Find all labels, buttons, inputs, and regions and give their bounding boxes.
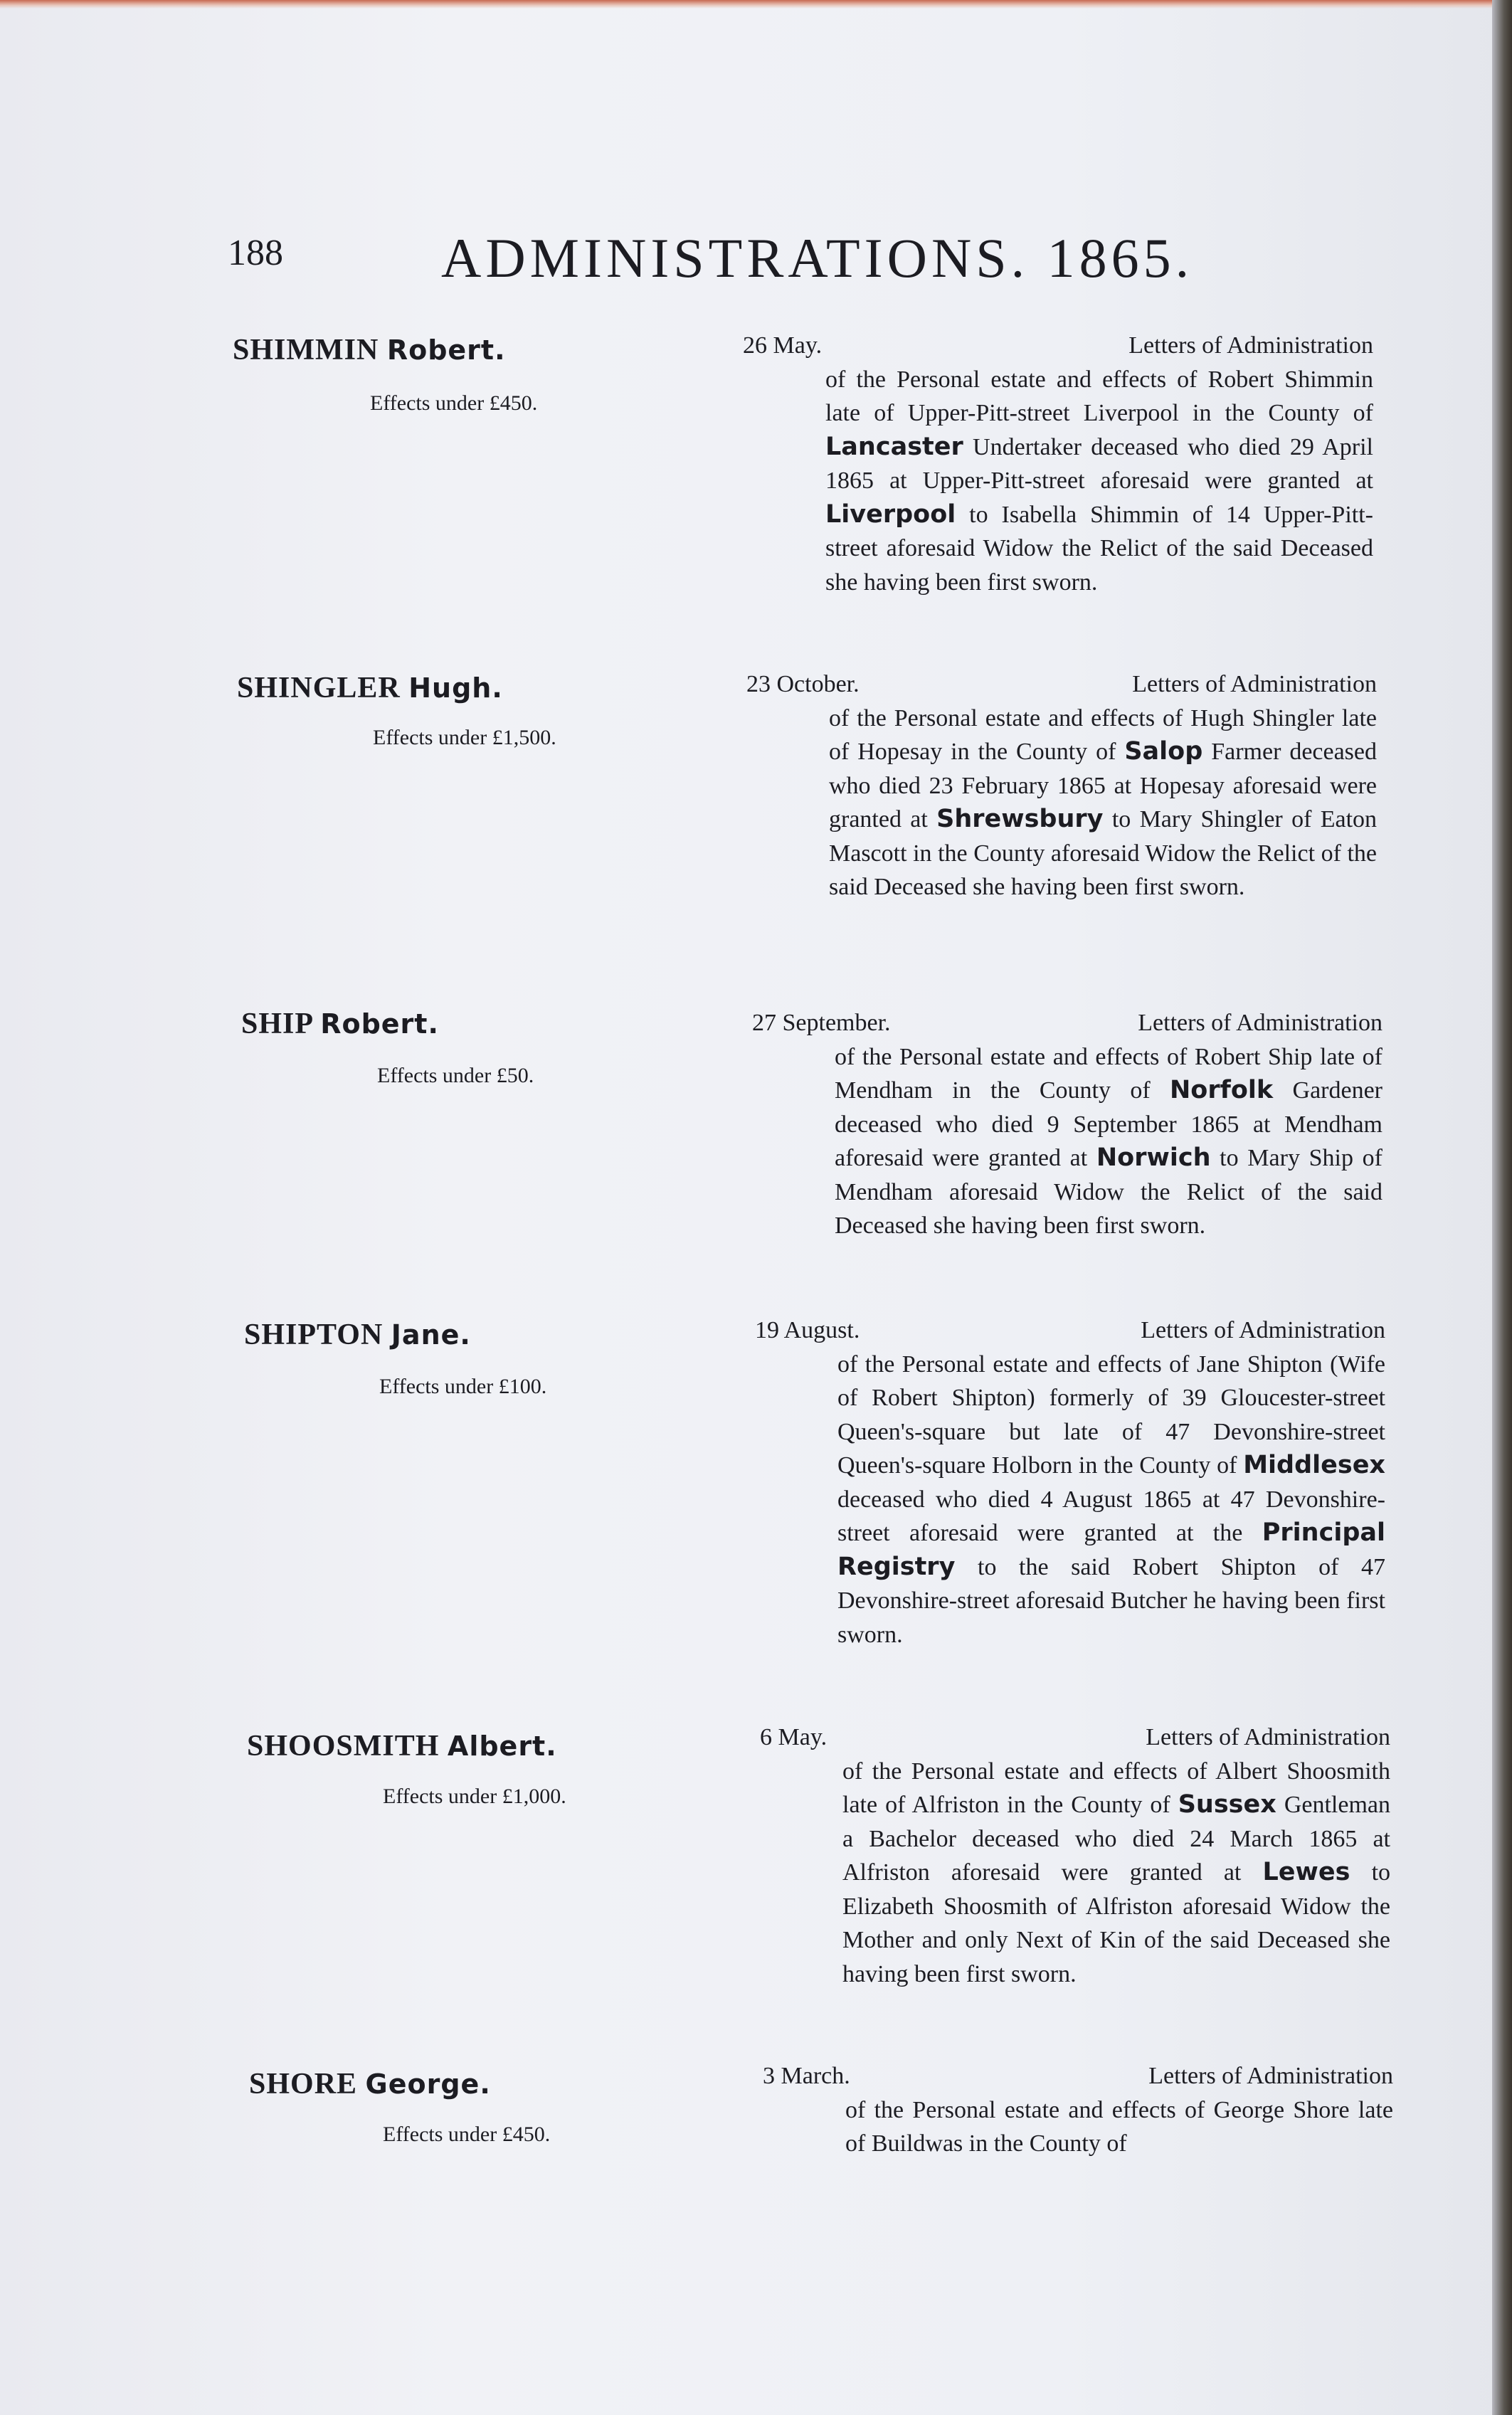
- entry-surname: SHOOSMITH: [247, 1730, 440, 1763]
- page-top-edge: [0, 0, 1512, 9]
- entry-body: [752, 1006, 1383, 1243]
- entry-name: [249, 2067, 491, 2101]
- entry-heading: Letters of Administration: [1132, 671, 1377, 697]
- entry-heading: Letters of Administration: [1146, 1724, 1390, 1750]
- entry-date-line: [760, 1721, 1390, 1755]
- entry-heading: Letters of Administration: [1128, 332, 1373, 359]
- entry-registry: Liverpool: [825, 500, 956, 529]
- entry-surname: SHIMMIN: [233, 334, 379, 366]
- entry-effects: Effects under £450.: [383, 2123, 551, 2146]
- entry-text-1: of the Personal estate and effects of Albert Shoosmith late of Alfriston in the County of: [842, 1758, 1390, 1818]
- entry-text-1: of the Personal estate and effects of George Shore late of Buildwas in the County of: [845, 2096, 1393, 2157]
- entry-date-line: [743, 329, 1373, 363]
- entry-body: [760, 1721, 1391, 1991]
- entry-text-3: to Mary Ship of Mendham aforesaid Widow the Relict of the said Deceased she having been first sworn.: [835, 1145, 1383, 1239]
- page-header: [228, 226, 1395, 289]
- entry-name: [237, 671, 503, 705]
- entry-text-2: Gardener deceased who died 9 September 1865 at Mendham aforesaid were granted at: [835, 1077, 1383, 1171]
- entry-name: [244, 1318, 471, 1352]
- entry-forename: Robert.: [320, 1008, 439, 1040]
- entry-surname: SHIPTON: [244, 1319, 384, 1351]
- entry-heading: Letters of Administration: [1148, 2063, 1393, 2089]
- entry-county: Sussex: [1178, 1790, 1276, 1819]
- entry-date-line: [746, 667, 1377, 702]
- entry-text-1: of the Personal estate and effects of Hugh Shingler late of Hopesay in the County of: [829, 704, 1377, 765]
- entry-forename: Jane.: [391, 1319, 471, 1351]
- entry-date-line: [752, 1006, 1383, 1040]
- entry-forename: George.: [365, 2068, 491, 2100]
- entry-heading: Letters of Administration: [1138, 1010, 1383, 1036]
- entry-text-3: to Elizabeth Shoosmith of Alfriston aforesaid Widow the Mother and only Next of Kin of the said Deceased she having been first sworn.: [842, 1859, 1391, 1987]
- entry-name: [233, 333, 506, 367]
- entry-text-3: to Isabella Shimmin of 14 Upper-Pitt-street aforesaid Widow the Relict of the said Deceased she having been first sworn.: [825, 501, 1373, 596]
- page-title: ADMINISTRATIONS. 1865.: [441, 227, 1194, 289]
- entry-date: 27 September.: [752, 1010, 891, 1036]
- entry-text-1: of the Personal estate and effects of Robert Ship late of Mendham in the County of: [835, 1043, 1383, 1104]
- page-right-edge: [1492, 0, 1512, 2415]
- entry-surname: SHORE: [249, 2068, 358, 2100]
- entry-registry: Shrewsbury: [936, 805, 1104, 833]
- entry-effects: Effects under £50.: [377, 1064, 534, 1087]
- entry-text-2: deceased who died 4 August 1865 at 47 Devonshire-street aforesaid were granted at the: [837, 1486, 1385, 1546]
- entry-date-line: [763, 2059, 1393, 2093]
- entry-registry: Lewes: [1262, 1858, 1350, 1886]
- entry-surname: SHIP: [241, 1008, 312, 1040]
- page-number: 188: [228, 233, 283, 273]
- entry-date: 19 August.: [755, 1317, 860, 1343]
- entry-text-2: Farmer deceased who died 23 February 1865 at Hopesay aforesaid were granted at: [829, 739, 1378, 833]
- entry-county: Middlesex: [1243, 1451, 1386, 1479]
- entry-county: Salop: [1124, 737, 1203, 766]
- entry-surname: SHINGLER: [237, 672, 401, 704]
- entry-text-1: of the Personal estate and effects of Jane Shipton (Wife of Robert Shipton) formerly of 39 Gloucester-street Queen's-square but late of 47 Devonshire-street Queen's-square Holborn in the County of: [837, 1351, 1385, 1479]
- entry-registry: Norwich: [1096, 1143, 1211, 1172]
- entry-text-2: Gentleman a Bachelor deceased who died 24 March 1865 at Alfriston aforesaid were granted at: [842, 1792, 1390, 1886]
- entry-heading: Letters of Administration: [1141, 1317, 1385, 1343]
- entry-registry: Principal Registry: [837, 1518, 1385, 1581]
- entry-effects: Effects under £1,000.: [383, 1785, 566, 1808]
- entry-body: [743, 329, 1373, 599]
- entry-name: [247, 1729, 557, 1763]
- entry-date: 6 May.: [760, 1724, 828, 1750]
- entry-county: Norfolk: [1170, 1076, 1274, 1104]
- entry-text-3: to Mary Shingler of Eaton Mascott in the County aforesaid Widow the Relict of the said Deceased she having been first sworn.: [829, 806, 1378, 900]
- entry-body: [755, 1314, 1386, 1652]
- entry-date-line: [755, 1314, 1385, 1348]
- entry-name: [241, 1007, 439, 1041]
- entry-effects: Effects under £100.: [379, 1375, 547, 1398]
- entry-body: [746, 667, 1378, 904]
- entry-text-3: to the said Robert Shipton of 47 Devonshire-street aforesaid Butcher he having been first sworn.: [837, 1553, 1386, 1648]
- entry-forename: Robert.: [386, 334, 506, 366]
- entry-effects: Effects under £1,500.: [373, 726, 556, 749]
- entry-text-1: of the Personal estate and effects of Robert Shimmin late of Upper-Pitt-street Liverpool in the County of: [825, 366, 1373, 426]
- entry-text-2: Undertaker deceased who died 29 April 1865 at Upper-Pitt-street aforesaid were granted at: [825, 433, 1373, 494]
- entry-forename: Hugh.: [408, 672, 503, 704]
- entry-date: 26 May.: [743, 332, 823, 359]
- entry-county: Lancaster: [825, 432, 963, 461]
- entry-effects: Effects under £450.: [370, 391, 538, 415]
- entry-body: [763, 2059, 1393, 2161]
- entry-date: 3 March.: [763, 2063, 850, 2089]
- entry-date: 23 October.: [746, 671, 860, 697]
- entry-forename: Albert.: [447, 1730, 557, 1762]
